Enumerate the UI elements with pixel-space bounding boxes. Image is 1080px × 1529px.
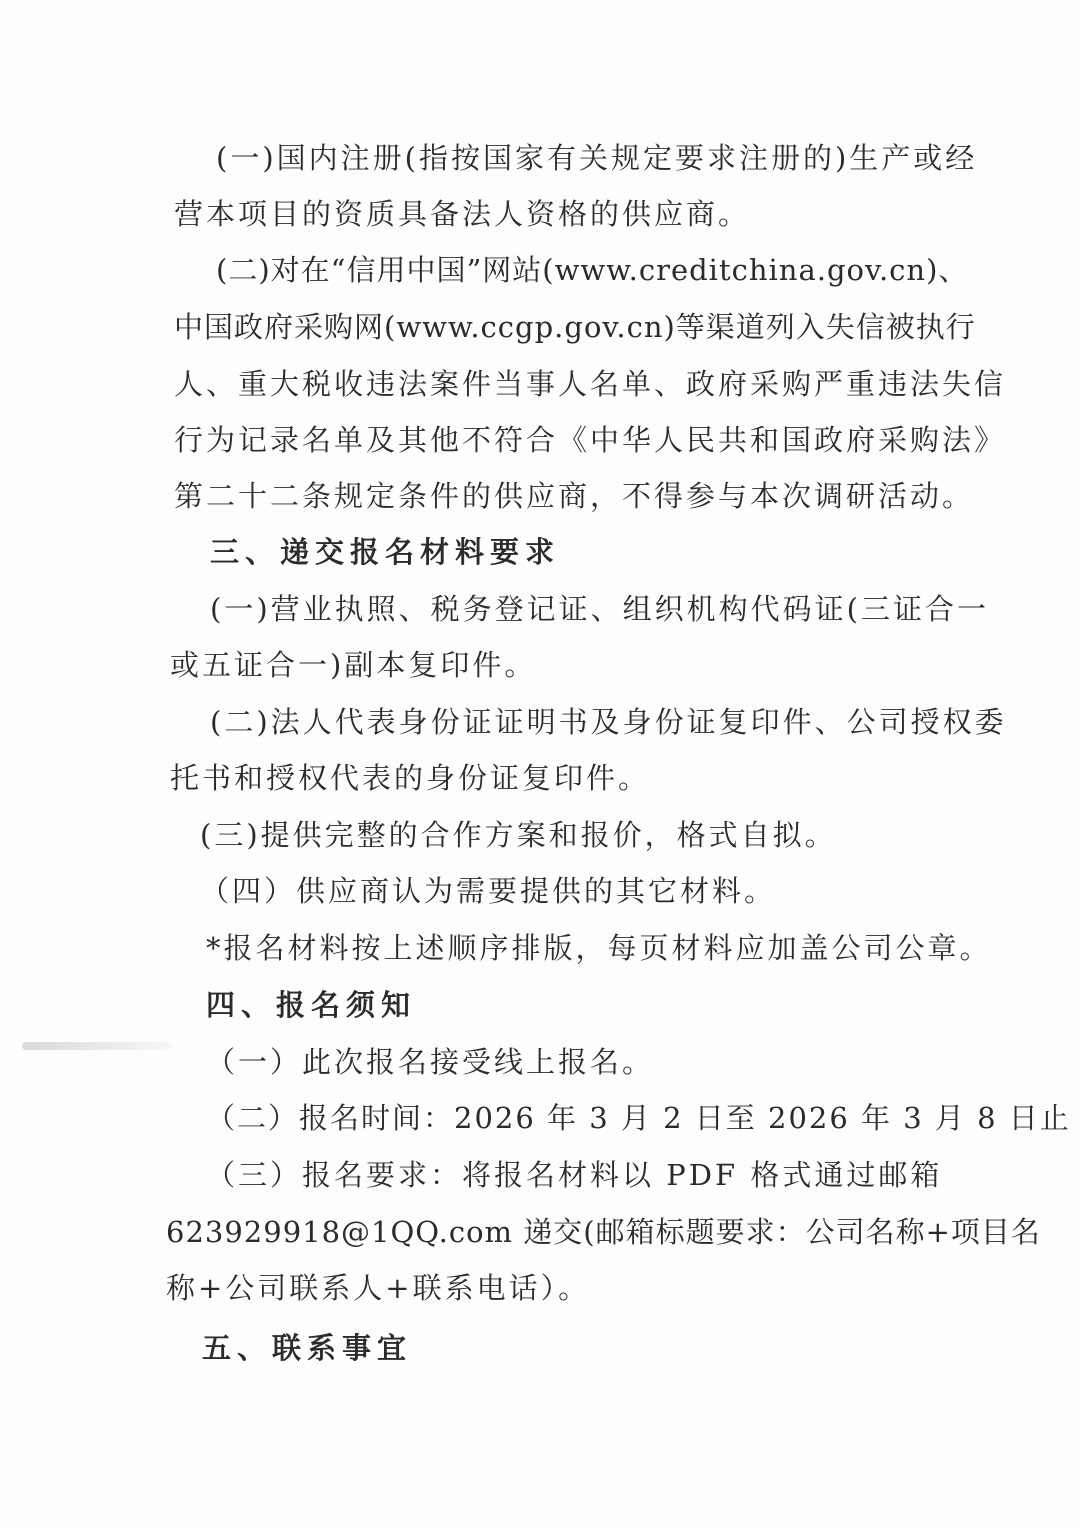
section-4-item-3-line-3: 称+公司联系人+联系电话）。 (166, 1271, 591, 1305)
section-4-item-3-line-1: （三）报名要求：将报名材料以 PDF 格式通过邮箱 (206, 1158, 943, 1192)
section-3-item-2-line-1: (二)法人代表身份证证明书及身份证复印件、公司授权委 (210, 705, 1007, 739)
section-3-heading: 三、递交报名材料要求 (210, 535, 561, 569)
section-3-item-4: （四）供应商认为需要提供的其它材料。 (200, 874, 777, 908)
clause-2-line-4: 行为记录名单及其他不符合《中华人民共和国政府采购法》 (174, 423, 1007, 457)
section-3-item-2-line-2: 托书和授权代表的身份证复印件。 (170, 761, 651, 795)
section-4-heading: 四、报名须知 (206, 988, 417, 1022)
section-4-item-1: （一）此次报名接受线上报名。 (206, 1045, 655, 1079)
section-4-item-3-line-2: 623929918@1QQ.com 递交(邮箱标题要求：公司名称+项目名 (166, 1215, 1041, 1249)
section-5-heading: 五、联系事宜 (202, 1331, 413, 1365)
clause-2-line-2: 中国政府采购网(www.ccgp.gov.cn)等渠道列入失信被执行 (174, 310, 976, 344)
clause-1-line-1: (一)国内注册(指按国家有关规定要求注册的)生产或经 (216, 141, 978, 175)
clause-2-line-3: 人、重大税收违法案件当事人名单、政府采购严重违法失信 (174, 367, 1007, 401)
section-3-note: *报名材料按上述顺序排版，每页材料应加盖公司公章。 (206, 931, 992, 965)
section-3-item-1-line-1: (一)营业执照、税务登记证、组织机构代码证(三证合一 (210, 592, 989, 626)
clause-2-line-1: (二)对在“信用中国”网站(www.creditchina.gov.cn)、 (216, 253, 969, 287)
clause-2-line-5: 第二十二条规定条件的供应商，不得参与本次调研活动。 (174, 479, 975, 513)
section-3-item-1-line-2: 或五证合一)副本复印件。 (170, 648, 537, 682)
scan-smudge (22, 1042, 172, 1050)
section-3-item-3: (三)提供完整的合作方案和报价，格式自拟。 (200, 818, 837, 852)
section-4-item-2: （二）报名时间：2026 年 3 月 2 日至 2026 年 3 月 8 日止 (206, 1101, 1071, 1135)
clause-1-line-2: 营本项目的资质具备法人资格的供应商。 (174, 197, 751, 231)
